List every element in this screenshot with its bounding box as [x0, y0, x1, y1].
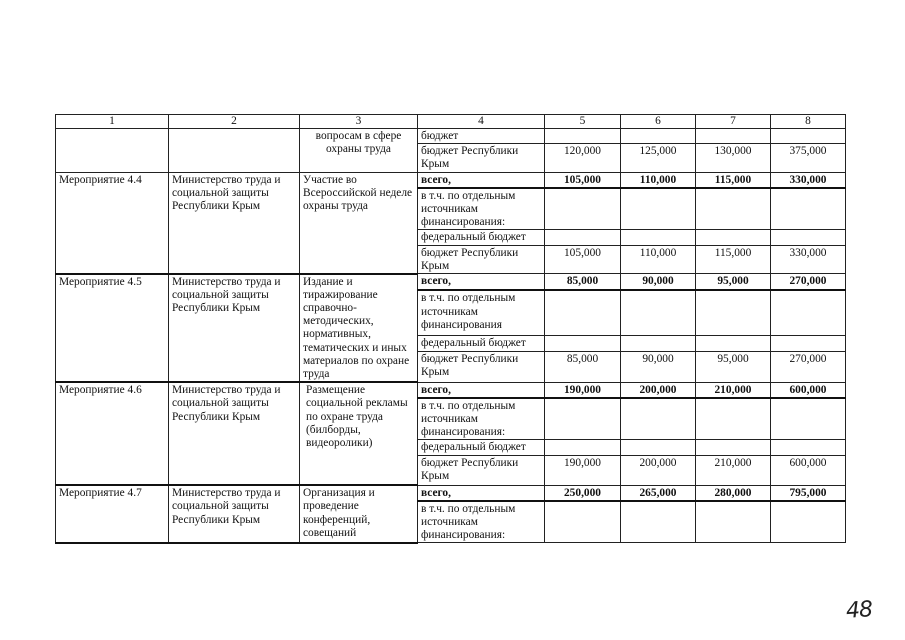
- col-header-6: 6: [621, 115, 696, 129]
- table-row: Мероприятие 4.6 Министерство труда и социальной защиты Республики Крым Размещение социальной рекламы по охране труда (билборды, видеоролики) всего, 190,000 200,000 210,000 600,000: [56, 382, 846, 398]
- table-row: бюджет Республики Крым 85,000 90,000 95,000 270,000: [56, 352, 846, 382]
- table-row: Мероприятие 4.4 Министерство труда и социальной защиты Республики Крым Участие во Всероссийской неделе охраны труда всего, 105,000 110,000 115,000 330,000: [56, 172, 846, 188]
- table-row: бюджет Республики Крым 105,000 110,000 115,000 330,000: [56, 245, 846, 273]
- source-cell: бюджет Республики Крым: [418, 352, 545, 382]
- measure-executor: Министерство труда и социальной защиты Республики Крым: [169, 485, 300, 543]
- source-cell: в т.ч. по отдельным источникам финансирования:: [418, 501, 545, 543]
- measure-description: Участие во Всероссийской неделе охраны труда: [300, 172, 418, 273]
- source-cell: всего,: [418, 172, 545, 188]
- document-page: [55, 114, 845, 544]
- source-cell: бюджет Республики Крым: [418, 144, 545, 172]
- col-header-1: 1: [56, 115, 169, 129]
- table-row: бюджет Республики Крым 190,000 200,000 210,000 600,000: [56, 455, 846, 485]
- col-header-2: 2: [169, 115, 300, 129]
- measure-description: Издание и тиражирование справочно-методических, нормативных, тематических и иных материалов по охране труда: [300, 274, 418, 383]
- table-row: Мероприятие 4.7 Министерство труда и социальной защиты Республики Крым Организация и проведение конференций, совещаний всего, 250,000 265,000 280,000 795,000: [56, 485, 846, 501]
- source-cell: бюджет Республики Крым: [418, 245, 545, 273]
- measure-name: Мероприятие 4.5: [56, 274, 169, 383]
- col-header-3: 3: [300, 115, 418, 129]
- handwritten-page-number: 48: [845, 597, 873, 624]
- measure-name: Мероприятие 4.6: [56, 382, 169, 485]
- source-cell: в т.ч. по отдельным источникам финансирования:: [418, 398, 545, 440]
- measure-executor: Министерство труда и социальной защиты Республики Крым: [169, 274, 300, 383]
- table-row: бюджет Республики Крым 120,000 125,000 130,000 375,000: [56, 144, 846, 172]
- measure-executor: Министерство труда и социальной защиты Республики Крым: [169, 172, 300, 273]
- financing-table: [55, 114, 846, 544]
- measure-name: Мероприятие 4.7: [56, 485, 169, 543]
- col-header-7: 7: [696, 115, 771, 129]
- source-cell: федеральный бюджет: [418, 440, 545, 455]
- col-header-8: 8: [771, 115, 846, 129]
- source-cell: федеральный бюджет: [418, 230, 545, 245]
- source-cell: всего,: [418, 485, 545, 501]
- source-cell: всего,: [418, 274, 545, 291]
- table-row: [56, 129, 846, 144]
- column-number-row: [56, 115, 846, 129]
- source-cell: бюджет: [418, 129, 545, 144]
- measure-description: Организация и проведение конференций, совещаний: [300, 485, 418, 543]
- measure-executor: Министерство труда и социальной защиты Республики Крым: [169, 382, 300, 485]
- measure-description: вопросам в сфере охраны труда: [300, 129, 418, 173]
- source-cell: в т.ч. по отдельным источникам финансирования:: [418, 188, 545, 230]
- source-cell: в т.ч. по отдельным источникам финансирования: [418, 290, 545, 335]
- source-cell: всего,: [418, 382, 545, 398]
- table-row: Мероприятие 4.5 Министерство труда и социальной защиты Республики Крым Издание и тиражирование справочно-методических, нормативных, тематических и иных материалов по охране труда всего, 85,000 90,000 95,000 270,000: [56, 274, 846, 291]
- measure-name: Мероприятие 4.4: [56, 172, 169, 273]
- col-header-4: 4: [418, 115, 545, 129]
- col-header-5: 5: [545, 115, 621, 129]
- source-cell: бюджет Республики Крым: [418, 455, 545, 485]
- measure-description: Размещение социальной рекламы по охране труда (билборды, видеоролики): [300, 382, 418, 485]
- source-cell: федеральный бюджет: [418, 335, 545, 351]
